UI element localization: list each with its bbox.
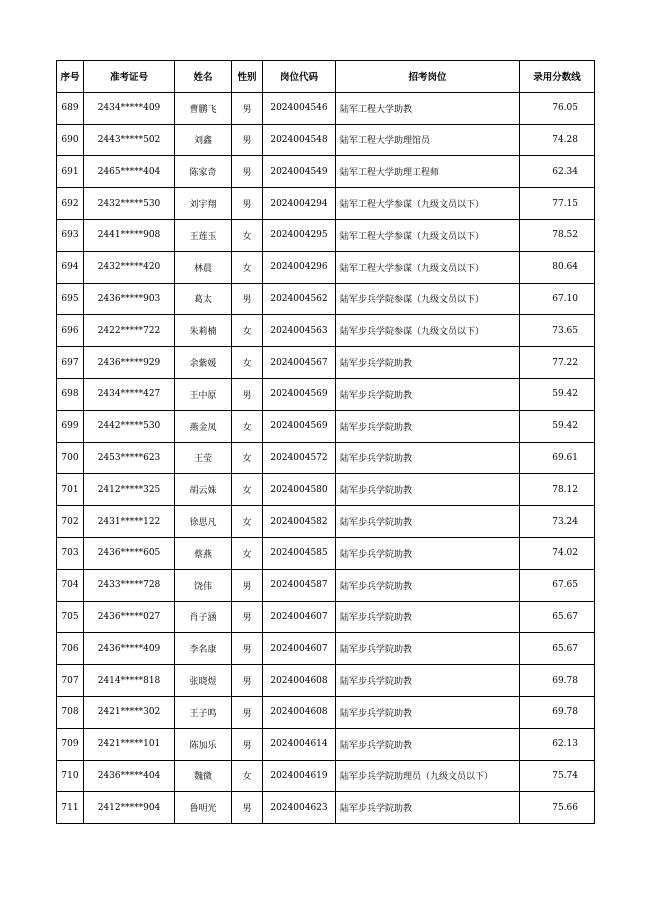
cell-gender: 女 — [232, 537, 263, 569]
cell-exam-id: 2434*****427 — [84, 378, 175, 410]
cell-seq: 690 — [57, 124, 84, 156]
cell-exam-id: 2431*****122 — [84, 506, 175, 538]
cell-score: 69.61 — [520, 442, 595, 474]
header-score: 录用分数线 — [520, 61, 595, 93]
cell-score: 74.28 — [520, 124, 595, 156]
cell-gender: 男 — [232, 188, 263, 220]
cell-gender: 男 — [232, 792, 263, 824]
cell-position: 陆军步兵学院助教 — [336, 442, 520, 474]
table-row — [57, 124, 595, 156]
cell-score: 65.67 — [520, 601, 595, 633]
cell-position-code: 2024004569 — [263, 378, 336, 410]
cell-position-code: 2024004548 — [263, 124, 336, 156]
cell-gender: 男 — [232, 378, 263, 410]
cell-exam-id: 2414*****818 — [84, 665, 175, 697]
table-row — [57, 696, 595, 728]
cell-score: 74.02 — [520, 537, 595, 569]
table-row — [57, 506, 595, 538]
cell-gender: 女 — [232, 442, 263, 474]
header-position-code: 岗位代码 — [263, 61, 336, 93]
cell-name: 鲁明光 — [175, 792, 232, 824]
cell-position: 陆军步兵学院助教 — [336, 347, 520, 379]
cell-position-code: 2024004585 — [263, 537, 336, 569]
table-row — [57, 569, 595, 601]
cell-name: 蔡燕 — [175, 537, 232, 569]
cell-position-code: 2024004608 — [263, 696, 336, 728]
cell-gender: 女 — [232, 760, 263, 792]
cell-position: 陆军步兵学院助教 — [336, 728, 520, 760]
cell-exam-id: 2441*****908 — [84, 219, 175, 251]
cell-exam-id: 2443*****502 — [84, 124, 175, 156]
cell-position: 陆军工程大学参谋（九级文员以下） — [336, 188, 520, 220]
cell-name: 林晨 — [175, 251, 232, 283]
cell-position-code: 2024004562 — [263, 283, 336, 315]
cell-position: 陆军工程大学助教 — [336, 92, 520, 124]
table-row — [57, 474, 595, 506]
table-row — [57, 537, 595, 569]
table-row — [57, 347, 595, 379]
cell-gender: 男 — [232, 92, 263, 124]
cell-position-code: 2024004572 — [263, 442, 336, 474]
cell-position-code: 2024004563 — [263, 315, 336, 347]
cell-score: 62.34 — [520, 156, 595, 188]
cell-gender: 男 — [232, 569, 263, 601]
cell-gender: 女 — [232, 410, 263, 442]
cell-name: 朱莉楠 — [175, 315, 232, 347]
cell-position-code: 2024004623 — [263, 792, 336, 824]
table-body — [57, 92, 595, 823]
cell-seq: 694 — [57, 251, 84, 283]
table-row — [57, 442, 595, 474]
cell-exam-id: 2432*****420 — [84, 251, 175, 283]
header-seq: 序号 — [57, 61, 84, 93]
cell-exam-id: 2422*****722 — [84, 315, 175, 347]
cell-seq: 705 — [57, 601, 84, 633]
admission-score-table — [56, 60, 595, 824]
cell-position: 陆军步兵学院助理员（九级文员以下） — [336, 760, 520, 792]
cell-position: 陆军步兵学院助教 — [336, 792, 520, 824]
cell-position: 陆军步兵学院助教 — [336, 474, 520, 506]
cell-gender: 男 — [232, 601, 263, 633]
table-row — [57, 665, 595, 697]
cell-score: 78.12 — [520, 474, 595, 506]
cell-exam-id: 2421*****101 — [84, 728, 175, 760]
cell-score: 69.78 — [520, 696, 595, 728]
table-row — [57, 219, 595, 251]
cell-position: 陆军工程大学助理工程师 — [336, 156, 520, 188]
table-row — [57, 760, 595, 792]
cell-score: 80.64 — [520, 251, 595, 283]
cell-name: 肖子涵 — [175, 601, 232, 633]
cell-name: 王子鸣 — [175, 696, 232, 728]
table-header-row — [57, 61, 595, 93]
cell-position-code: 2024004614 — [263, 728, 336, 760]
cell-position: 陆军工程大学参谋（九级文员以下） — [336, 219, 520, 251]
header-gender: 性别 — [232, 61, 263, 93]
cell-position: 陆军步兵学院助教 — [336, 506, 520, 538]
table-row — [57, 188, 595, 220]
cell-exam-id: 2434*****409 — [84, 92, 175, 124]
cell-name: 余紫媛 — [175, 347, 232, 379]
cell-exam-id: 2453*****623 — [84, 442, 175, 474]
cell-score: 59.42 — [520, 410, 595, 442]
table-row — [57, 156, 595, 188]
cell-seq: 703 — [57, 537, 84, 569]
cell-exam-id: 2436*****903 — [84, 283, 175, 315]
cell-score: 77.22 — [520, 347, 595, 379]
cell-exam-id: 2433*****728 — [84, 569, 175, 601]
table-row — [57, 792, 595, 824]
cell-position: 陆军步兵学院助教 — [336, 378, 520, 410]
cell-seq: 707 — [57, 665, 84, 697]
cell-position-code: 2024004607 — [263, 633, 336, 665]
cell-score: 69.78 — [520, 665, 595, 697]
cell-position-code: 2024004607 — [263, 601, 336, 633]
cell-gender: 女 — [232, 506, 263, 538]
table-row — [57, 410, 595, 442]
cell-seq: 706 — [57, 633, 84, 665]
cell-name: 燕金凤 — [175, 410, 232, 442]
cell-position-code: 2024004567 — [263, 347, 336, 379]
cell-score: 77.15 — [520, 188, 595, 220]
cell-name: 魏微 — [175, 760, 232, 792]
cell-position-code: 2024004580 — [263, 474, 336, 506]
table-row — [57, 378, 595, 410]
cell-position-code: 2024004294 — [263, 188, 336, 220]
table-row — [57, 251, 595, 283]
cell-position: 陆军步兵学院助教 — [336, 696, 520, 728]
cell-seq: 697 — [57, 347, 84, 379]
cell-seq: 708 — [57, 696, 84, 728]
cell-score: 75.74 — [520, 760, 595, 792]
table-row — [57, 92, 595, 124]
cell-position-code: 2024004549 — [263, 156, 336, 188]
cell-position: 陆军工程大学参谋（九级文员以下） — [336, 251, 520, 283]
cell-exam-id: 2436*****027 — [84, 601, 175, 633]
cell-position: 陆军步兵学院参谋（九级文员以下） — [336, 315, 520, 347]
cell-exam-id: 2412*****904 — [84, 792, 175, 824]
cell-name: 张晓煜 — [175, 665, 232, 697]
cell-name: 徐思凡 — [175, 506, 232, 538]
cell-exam-id: 2432*****530 — [84, 188, 175, 220]
cell-seq: 693 — [57, 219, 84, 251]
cell-score: 73.24 — [520, 506, 595, 538]
cell-exam-id: 2465*****404 — [84, 156, 175, 188]
cell-seq: 699 — [57, 410, 84, 442]
cell-gender: 女 — [232, 251, 263, 283]
cell-position-code: 2024004546 — [263, 92, 336, 124]
cell-gender: 女 — [232, 474, 263, 506]
cell-seq: 709 — [57, 728, 84, 760]
cell-name: 王莲玉 — [175, 219, 232, 251]
cell-name: 葛太 — [175, 283, 232, 315]
cell-seq: 704 — [57, 569, 84, 601]
cell-score: 76.05 — [520, 92, 595, 124]
cell-gender: 男 — [232, 696, 263, 728]
header-name: 姓名 — [175, 61, 232, 93]
cell-position: 陆军步兵学院助教 — [336, 665, 520, 697]
cell-score: 62.13 — [520, 728, 595, 760]
cell-seq: 702 — [57, 506, 84, 538]
cell-seq: 698 — [57, 378, 84, 410]
cell-exam-id: 2436*****929 — [84, 347, 175, 379]
cell-position-code: 2024004569 — [263, 410, 336, 442]
cell-gender: 男 — [232, 124, 263, 156]
cell-seq: 700 — [57, 442, 84, 474]
cell-score: 73.65 — [520, 315, 595, 347]
cell-exam-id: 2436*****404 — [84, 760, 175, 792]
table-row — [57, 315, 595, 347]
cell-name: 李名康 — [175, 633, 232, 665]
cell-position: 陆军步兵学院助教 — [336, 633, 520, 665]
cell-gender: 男 — [232, 633, 263, 665]
cell-score: 65.67 — [520, 633, 595, 665]
table-row — [57, 283, 595, 315]
cell-position: 陆军步兵学院助教 — [336, 569, 520, 601]
header-exam-id: 准考证号 — [84, 61, 175, 93]
cell-gender: 女 — [232, 347, 263, 379]
cell-position: 陆军步兵学院参谋（九级文员以下） — [336, 283, 520, 315]
cell-gender: 男 — [232, 283, 263, 315]
table-row — [57, 728, 595, 760]
cell-name: 曹鹏飞 — [175, 92, 232, 124]
cell-score: 59.42 — [520, 378, 595, 410]
cell-position: 陆军步兵学院助教 — [336, 537, 520, 569]
cell-name: 陈家奇 — [175, 156, 232, 188]
cell-seq: 695 — [57, 283, 84, 315]
cell-gender: 男 — [232, 728, 263, 760]
cell-position-code: 2024004587 — [263, 569, 336, 601]
cell-position: 陆军步兵学院助教 — [336, 410, 520, 442]
cell-position: 陆军步兵学院助教 — [336, 601, 520, 633]
cell-score: 78.52 — [520, 219, 595, 251]
cell-name: 胡云姝 — [175, 474, 232, 506]
cell-score: 67.10 — [520, 283, 595, 315]
cell-seq: 692 — [57, 188, 84, 220]
cell-name: 陈加乐 — [175, 728, 232, 760]
cell-seq: 689 — [57, 92, 84, 124]
cell-name: 刘鑫 — [175, 124, 232, 156]
cell-position-code: 2024004295 — [263, 219, 336, 251]
cell-name: 刘宇翔 — [175, 188, 232, 220]
cell-position-code: 2024004619 — [263, 760, 336, 792]
cell-position-code: 2024004296 — [263, 251, 336, 283]
cell-seq: 701 — [57, 474, 84, 506]
cell-gender: 女 — [232, 219, 263, 251]
cell-score: 67.65 — [520, 569, 595, 601]
cell-exam-id: 2421*****302 — [84, 696, 175, 728]
cell-seq: 710 — [57, 760, 84, 792]
cell-gender: 女 — [232, 315, 263, 347]
cell-position-code: 2024004582 — [263, 506, 336, 538]
cell-name: 饶伟 — [175, 569, 232, 601]
cell-seq: 691 — [57, 156, 84, 188]
cell-exam-id: 2436*****605 — [84, 537, 175, 569]
table-row — [57, 601, 595, 633]
cell-position-code: 2024004608 — [263, 665, 336, 697]
cell-exam-id: 2442*****530 — [84, 410, 175, 442]
cell-position: 陆军工程大学助理馆员 — [336, 124, 520, 156]
cell-exam-id: 2412*****325 — [84, 474, 175, 506]
cell-name: 王中原 — [175, 378, 232, 410]
cell-seq: 696 — [57, 315, 84, 347]
cell-gender: 男 — [232, 665, 263, 697]
cell-name: 王莹 — [175, 442, 232, 474]
cell-score: 75.66 — [520, 792, 595, 824]
cell-seq: 711 — [57, 792, 84, 824]
table-row — [57, 633, 595, 665]
header-position: 招考岗位 — [336, 61, 520, 93]
cell-gender: 男 — [232, 156, 263, 188]
cell-exam-id: 2436*****409 — [84, 633, 175, 665]
